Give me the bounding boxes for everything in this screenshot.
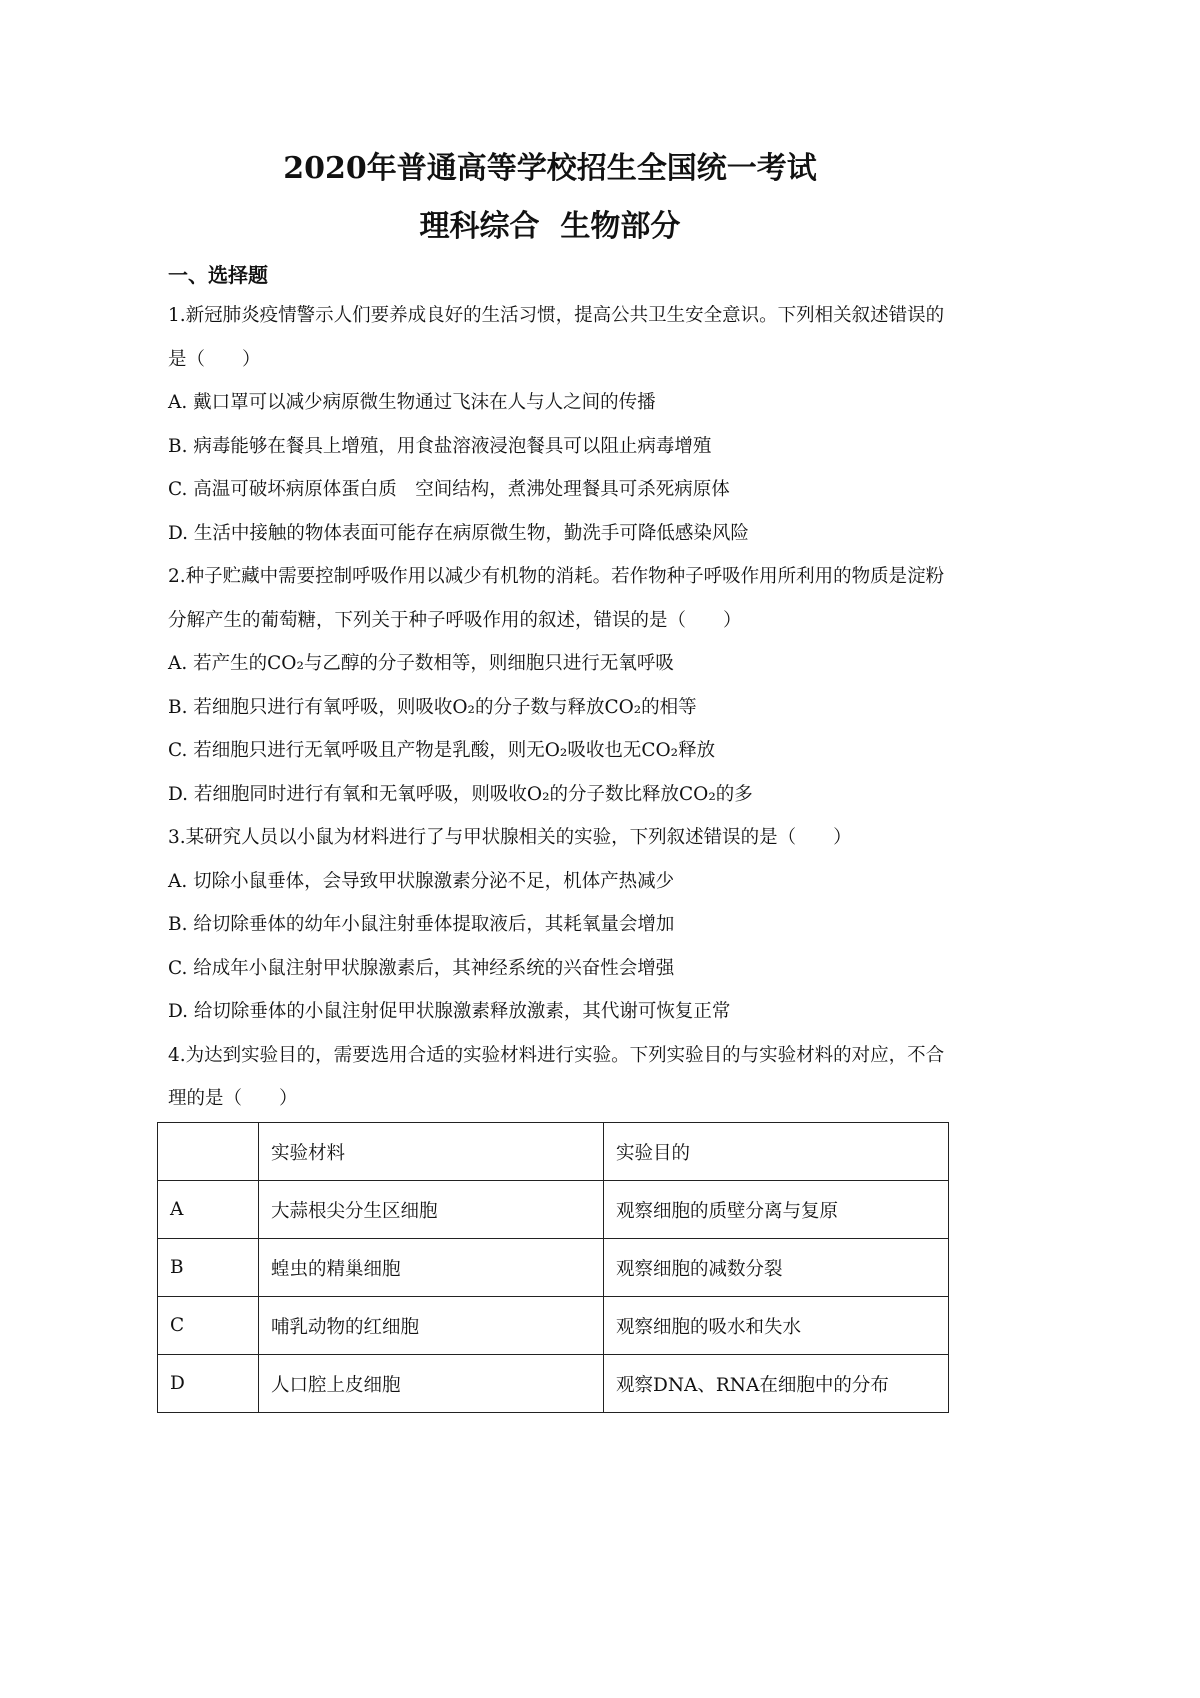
question-stem: 3.某研究人员以小鼠为材料进行了与甲状腺相关的实验，下列叙述错误的是（ ） (168, 827, 852, 848)
table-row (158, 1239, 949, 1297)
question-stem: 2.种子贮藏中需要控制呼吸作用以减少有机物的消耗。若作物种子呼吸作用所利用的物质是淀粉分解产生的葡萄糖，下列关于种子呼吸作用的叙述，错误的是（ ） (168, 566, 945, 631)
table-cell: A (158, 1181, 259, 1239)
option-a: A. 戴口罩可以减少病原微生物通过飞沫在人与人之间的传播 (168, 392, 656, 413)
table-cell: 观察细胞的质壁分离与复原 (604, 1181, 949, 1239)
option-d: D. 给切除垂体的小鼠注射促甲状腺激素释放激素，其代谢可恢复正常 (168, 1001, 731, 1022)
option-d: D. 若细胞同时进行有氧和无氧呼吸，则吸收O₂的分子数比释放CO₂的多 (168, 783, 753, 805)
option-c: C. 给成年小鼠注射甲状腺激素后，其神经系统的兴奋性会增强 (168, 957, 675, 979)
table-cell: B (158, 1239, 259, 1297)
option-b: B. 给切除垂体的幼年小鼠注射垂体提取液后，其耗氧量会增加 (168, 914, 675, 935)
option-b: B. 若细胞只进行有氧呼吸，则吸收O₂的分子数与释放CO₂的相等 (168, 696, 697, 718)
question-1 (168, 294, 958, 555)
option-c: C. 高温可破坏病原体蛋白质 空间结构，煮沸处理餐具可杀死病原体 (168, 479, 730, 500)
table-cell: 哺乳动物的红细胞 (259, 1297, 604, 1355)
table-header-cell (158, 1123, 259, 1181)
section-heading: 一、选择题 (168, 263, 268, 287)
experiment-table (157, 1122, 949, 1413)
option-a: A. 切除小鼠垂体，会导致甲状腺激素分泌不足，机体产热减少 (168, 870, 675, 892)
question-stem: 1.新冠肺炎疫情警示人们要养成良好的生活习惯，提高公共卫生安全意识。下列相关叙述错误的是（ ） (168, 305, 945, 370)
table-cell: 观察细胞的减数分裂 (604, 1239, 949, 1297)
table-cell: 观察细胞的吸水和失水 (604, 1297, 949, 1355)
table-cell: 蝗虫的精巢细胞 (259, 1239, 604, 1297)
table-row (158, 1355, 949, 1413)
question-3 (168, 816, 958, 1034)
table-cell: D (158, 1355, 259, 1413)
option-d: D. 生活中接触的物体表面可能存在病原微生物，勤洗手可降低感染风险 (168, 522, 749, 544)
option-b: B. 病毒能够在餐具上增殖，用食盐溶液浸泡餐具可以阻止病毒增殖 (168, 435, 712, 457)
table-cell: 人口腔上皮细胞 (259, 1355, 604, 1413)
table-row (158, 1181, 949, 1239)
question-list (168, 294, 958, 1121)
exam-subtitle: 理科综合 生物部分 (419, 209, 681, 244)
option-a: A. 若产生的CO₂与乙醇的分子数相等，则细胞只进行无氧呼吸 (168, 653, 674, 674)
table-header-cell: 实验材料 (259, 1123, 604, 1181)
table-header-cell: 实验目的 (604, 1123, 949, 1181)
question-2 (168, 555, 958, 816)
question-stem: 4.为达到实验目的，需要选用合适的实验材料进行实验。下列实验目的与实验材料的对应，不合理的是（ ） (168, 1044, 945, 1109)
exam-title: 2020年普通高等学校招生全国统一考试 (283, 151, 817, 186)
table-cell: 大蒜根尖分生区细胞 (259, 1181, 604, 1239)
table-header-row (158, 1123, 949, 1181)
table-cell: 观察DNA、RNA在细胞中的分布 (604, 1355, 949, 1413)
option-c: C. 若细胞只进行无氧呼吸且产物是乳酸，则无O₂吸收也无CO₂释放 (168, 740, 716, 761)
table-row (158, 1297, 949, 1355)
question-4 (168, 1034, 958, 1121)
table-cell: C (158, 1297, 259, 1355)
